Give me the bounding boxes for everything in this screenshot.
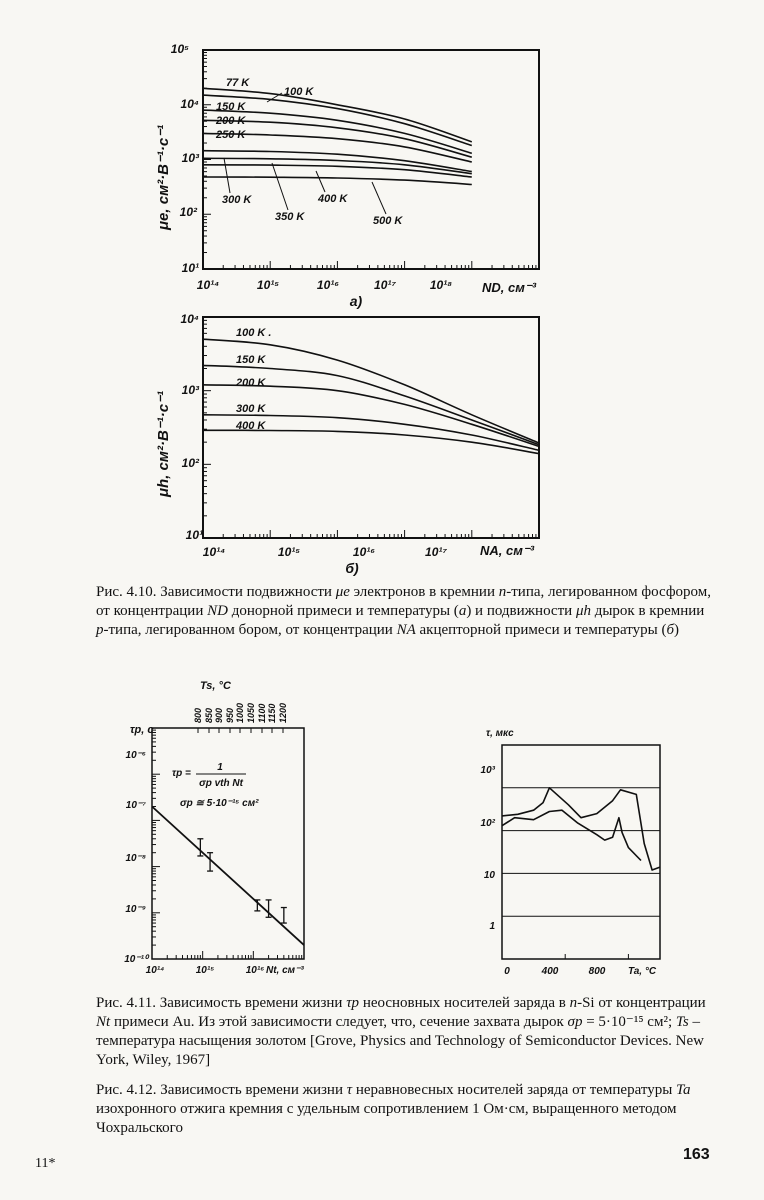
chart-a [155, 42, 539, 309]
f12-xtick: 800 [588, 966, 606, 977]
f12-ytick: 10² [480, 818, 495, 829]
chart-411-xlabel: Nt, см⁻³ [266, 965, 304, 976]
f11-top-tick-label: 950 [225, 707, 235, 723]
chart-a-ylabel: μe, см²·В⁻¹·с⁻¹ [155, 124, 172, 230]
f11-formula-denominator: σp vth Nt [199, 778, 243, 789]
a-curve-label: 150 K [216, 101, 246, 113]
a-curve-label: 350 K [275, 211, 305, 223]
caption-symbol: Nt [96, 1014, 111, 1030]
caption-text: изохронного отжига кремния с удельным сопротивлением 1 Ом·см, выращенного методом Чохральского [96, 1101, 677, 1136]
f11-top-tick-label: 1200 [278, 702, 288, 723]
caption-text: неосновных носителей заряда в [359, 995, 570, 1011]
f12-series-line [502, 810, 641, 860]
chart-b [155, 312, 539, 576]
caption-symbol: μe [335, 584, 350, 600]
b-xtick: 10¹⁵ [277, 545, 301, 559]
b-curve-label: 300 K [236, 403, 266, 415]
chart-412-grid [502, 788, 660, 959]
f11-top-tick-label: 1050 [246, 702, 256, 723]
chart-a-frame [203, 50, 539, 269]
chart-411-ylabel: τp, с [130, 724, 154, 736]
b-curve-label: 100 K . [236, 327, 272, 339]
chart-412-xlabel: Ta, °C [628, 966, 657, 977]
a-curve-label: 500 K [373, 215, 403, 227]
a-curve-label: 250 K [216, 129, 246, 141]
caption-symbol: Ts [675, 1014, 689, 1030]
a-leader [272, 163, 288, 210]
f12-ytick: 1 [489, 921, 495, 932]
a-xtick: 10¹⁵ [256, 278, 280, 292]
a-curve-label: 300 K [222, 194, 252, 206]
f11-formula-numerator: 1 [217, 762, 223, 773]
b-curve-label: 400 K [236, 420, 266, 432]
f11-xtick: 10¹⁴ [145, 965, 165, 976]
a-xtick: 10¹⁴ [196, 278, 220, 292]
b-curve-label: 200 K [236, 377, 266, 389]
chart-411 [124, 680, 304, 976]
f11-formula-lhs: τp = [172, 768, 191, 779]
caption-text: акцепторной примеси и температуры ( [415, 622, 667, 638]
f12-xtick: 400 [541, 966, 559, 977]
a-series-line [203, 177, 472, 185]
b-xtick: 10¹⁴ [202, 545, 226, 559]
f12-ytick: 10 [483, 870, 495, 881]
chart-411-data [152, 806, 304, 945]
caption-symbol: n [498, 584, 507, 600]
caption-symbol: n [569, 995, 578, 1011]
caption-fig-4-11 [96, 994, 714, 1070]
a-ytick: 10³ [181, 151, 199, 165]
caption-symbol: Ta [676, 1082, 691, 1098]
f11-ytick: 10⁻⁷ [125, 800, 146, 811]
f11-ytick: 10⁻⁸ [125, 853, 146, 864]
f11-top-tick-label: 800 [193, 707, 203, 723]
caption-fig-4-12 [96, 1081, 714, 1138]
caption-symbol: τ [346, 1082, 353, 1098]
f11-fit-line [152, 806, 304, 945]
caption-text: = 5·10⁻¹⁵ см²; [582, 1014, 676, 1030]
a-ytick: 10⁵ [170, 42, 189, 56]
chart-412-curves [502, 788, 660, 870]
a-series-line [203, 165, 472, 177]
f11-top-tick-label: 1100 [257, 703, 267, 723]
f12-series-line [502, 788, 660, 870]
caption-symbol: μh [575, 603, 591, 619]
chart-b-ylabel: μh, см²·В⁻¹·с⁻¹ [155, 391, 172, 497]
f12-ytick: 10³ [480, 765, 495, 776]
caption-text: -Si от концентрации [577, 995, 706, 1011]
caption-text: электронов в кремнии [349, 584, 499, 600]
a-curve-label: 77 K [226, 77, 250, 89]
f11-xtick: 10¹⁵ [195, 965, 215, 976]
f12-xtick: 0 [504, 966, 510, 977]
caption-symbol: а [458, 603, 467, 619]
chart-412-ylabel: τ, мкс [486, 728, 514, 739]
chart-a-xlabel: ND, см⁻³ [482, 280, 537, 295]
caption-text: ) [674, 622, 680, 638]
f11-top-tick-label: 1150 [267, 703, 277, 723]
caption-symbol: p [96, 622, 104, 638]
b-ytick: 10¹ [185, 528, 203, 542]
f11-ytick: 10⁻⁶ [125, 750, 146, 761]
caption-text: Рис. 4.12. Зависимость времени жизни [96, 1082, 347, 1098]
a-xtick: 10¹⁶ [316, 278, 340, 292]
b-xtick: 10¹⁶ [352, 545, 376, 559]
a-leader [224, 158, 230, 193]
caption-text: дырок в кремнии [590, 603, 705, 619]
b-series-line [203, 430, 539, 453]
caption-symbol: τp [346, 995, 360, 1011]
f11-top-tick-label: 850 [204, 707, 214, 723]
f11-top-tick-label: 900 [214, 707, 224, 723]
chart-a-ticks [203, 53, 536, 269]
b-curve-label: 150 K [236, 354, 266, 366]
a-curve-label: 200 K [216, 115, 246, 127]
b-ytick: 10³ [181, 383, 199, 397]
caption-text: -типа, легированном бором, от концентрации [103, 622, 397, 638]
caption-symbol: б [666, 622, 675, 638]
chart-a-panel-label: а) [349, 293, 363, 309]
caption-symbol: NA [396, 622, 416, 638]
caption-text: -типа, легированном фосфором, от концентрации [96, 584, 711, 619]
a-curve-label: 400 K [318, 193, 348, 205]
f11-sigma: σp ≅ 5·10⁻¹⁵ см² [180, 798, 259, 809]
a-leader [316, 171, 325, 192]
a-leader [372, 182, 386, 214]
a-xtick: 10¹⁸ [429, 278, 453, 292]
f11-ytick: 10⁻¹⁰ [124, 954, 148, 965]
footer-signature: 11* [35, 1156, 56, 1171]
chart-412-frame [502, 745, 660, 959]
b-ytick: 10² [181, 456, 199, 470]
caption-text: неравновесных носителей заряда от температуры [352, 1082, 677, 1098]
caption-text: Рис. 4.11. Зависимость времени жизни [96, 995, 347, 1011]
caption-text: донорной примеси и температуры ( [227, 603, 459, 619]
a-xtick: 10¹⁷ [374, 278, 396, 292]
caption-text: – температура насыщения золотом [Grove, Physics and Technology of Semiconductor Devices. New York, Wiley, 1967] [96, 1014, 704, 1068]
chart-b-panel-label: б) [345, 560, 359, 576]
page-number: 163 [683, 1146, 710, 1163]
chart-411-ticks [152, 730, 302, 959]
caption-symbol: ND [207, 603, 228, 619]
caption-text: Рис. 4.10. Зависимости подвижности [96, 584, 336, 600]
f11-xtick: 10¹⁶ [245, 965, 265, 976]
a-ytick: 10² [179, 205, 197, 219]
chart-411-toplabel: Ts, °C [200, 680, 231, 692]
caption-text: примеси Au. Из этой зависимости следует, что, сечение захвата дырок [110, 1014, 568, 1030]
b-ytick: 10⁴ [180, 312, 199, 326]
f11-top-tick-label: 1000 [235, 702, 245, 723]
caption-text: ) и подвижности [466, 603, 576, 619]
b-xtick: 10¹⁷ [425, 545, 447, 559]
chart-412 [481, 728, 660, 977]
caption-symbol: σp [567, 1014, 583, 1030]
chart-b-xlabel: NA, см⁻³ [480, 543, 535, 558]
caption-fig-4-10 [96, 583, 714, 640]
a-ytick: 10¹ [181, 261, 199, 275]
a-ytick: 10⁴ [180, 97, 199, 111]
f11-ytick: 10⁻⁹ [125, 904, 146, 915]
a-curve-label: 100 K [284, 86, 314, 98]
